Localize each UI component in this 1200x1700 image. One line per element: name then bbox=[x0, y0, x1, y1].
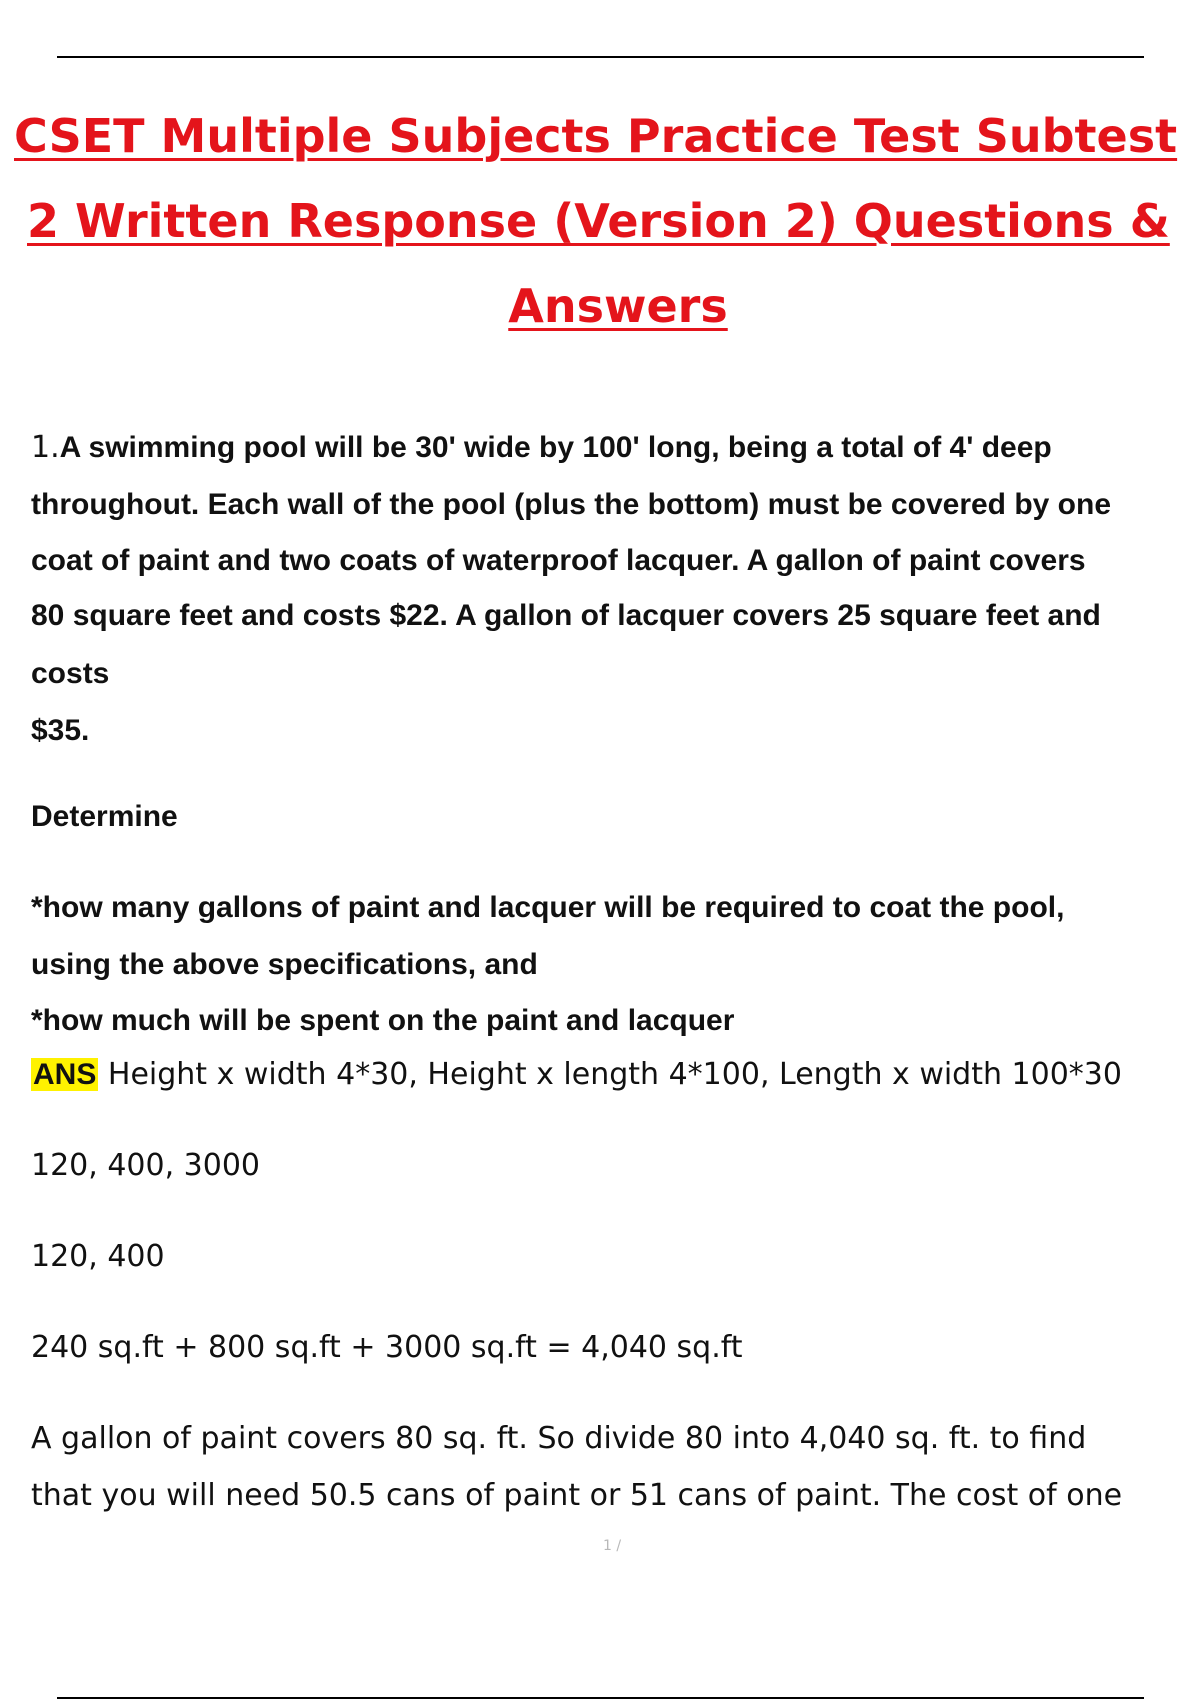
question-line-5: costs bbox=[31, 657, 110, 690]
page-indicator: 1 / bbox=[603, 1538, 622, 1554]
question-number: 1. bbox=[31, 430, 60, 465]
answer-values-line: 120, 400, 3000 bbox=[31, 1148, 261, 1183]
bottom-rule bbox=[57, 1697, 1144, 1699]
bullet-line-3: *how much will be spent on the paint and lacquer bbox=[31, 1004, 735, 1037]
answer-paint-line-1: A gallon of paint covers 80 sq. ft. So divide 80 into 4,040 sq. ft. to find bbox=[31, 1421, 1087, 1456]
answer-area-line: 240 sq.ft + 800 sq.ft + 3000 sq.ft = 4,040 sq.ft bbox=[31, 1330, 743, 1365]
question-line-1 bbox=[31, 428, 1052, 468]
answer-label: ANS bbox=[33, 1058, 97, 1091]
answer-line-1 bbox=[31, 1055, 1122, 1095]
determine-label: Determine bbox=[31, 800, 178, 833]
question-text-1: A swimming pool will be 30' wide by 100' long, being a total of 4' deep bbox=[59, 431, 1052, 464]
top-rule bbox=[57, 56, 1144, 58]
document-title-line-2: 2 Written Response (Version 2) Questions & bbox=[27, 194, 1170, 248]
question-line-4: 80 square feet and costs $22. A gallon of lacquer covers 25 square feet and bbox=[31, 599, 1101, 632]
question-line-3: coat of paint and two coats of waterproof lacquer. A gallon of paint covers bbox=[31, 544, 1086, 577]
bullet-line-1: *how many gallons of paint and lacquer will be required to coat the pool, bbox=[31, 891, 1065, 924]
question-line-2: throughout. Each wall of the pool (plus the bottom) must be covered by one bbox=[31, 488, 1112, 521]
answer-text-1: Height x width 4*30, Height x length 4*100, Length x width 100*30 bbox=[98, 1057, 1122, 1092]
document-title-line-3: Answers bbox=[508, 279, 728, 333]
document-title-line-1: CSET Multiple Subjects Practice Test Subtest bbox=[14, 109, 1178, 163]
answer-paint-line-2: that you will need 50.5 cans of paint or 51 cans of paint. The cost of one bbox=[31, 1478, 1123, 1513]
bullet-line-2: using the above specifications, and bbox=[31, 948, 538, 981]
answer-walls-line: 120, 400 bbox=[31, 1239, 165, 1274]
question-line-6: $35. bbox=[31, 714, 90, 747]
